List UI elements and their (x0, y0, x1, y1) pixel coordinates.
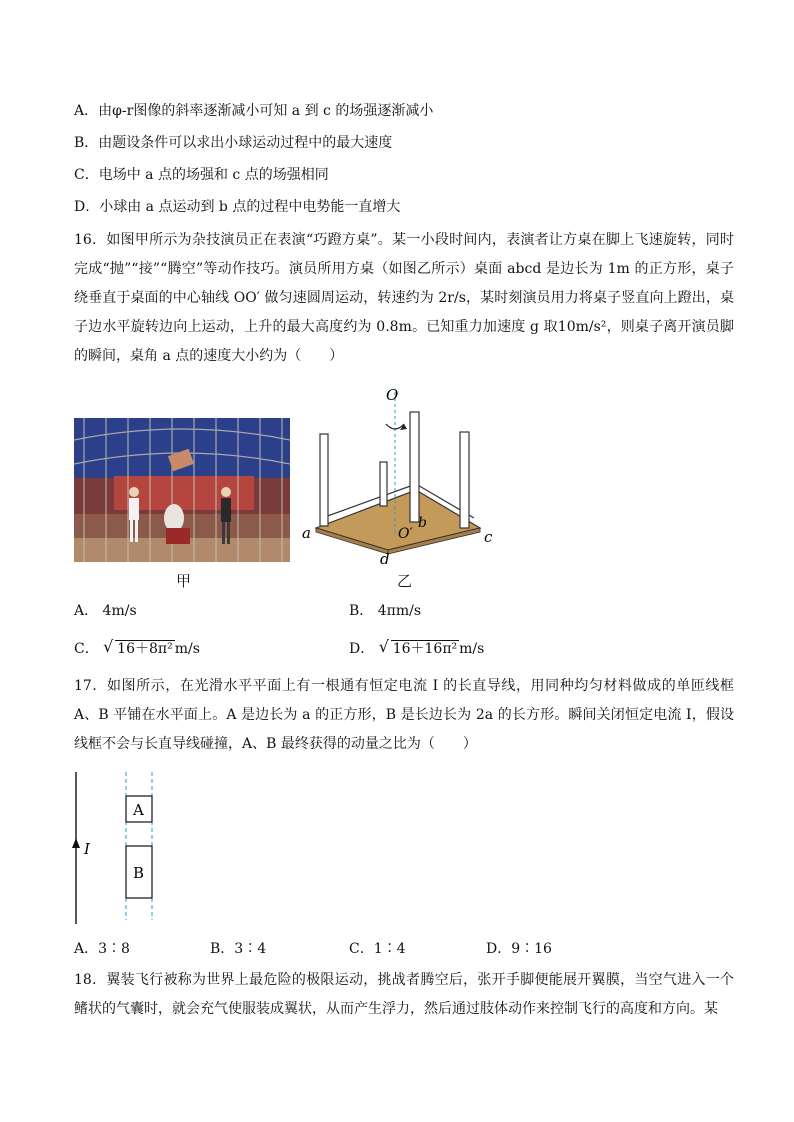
figure-yi-caption: 乙 (397, 572, 413, 590)
q15-option-b: B．由题设条件可以求出小球运动过程中的最大速度 (74, 135, 393, 151)
sqrt-expression: √ 16＋16π² (378, 637, 458, 657)
q17-option-c: C．1∶4 (349, 941, 406, 957)
q16-stem: 16．如图甲所示为杂技演员正在表演“巧蹬方桌”。某一小段时间内，表演者让方桌在脚上飞速旋转，同时完成“抛”“接”“腾空”等动作技巧。演员所用方桌（如图乙所示）桌面 abcd 是边长为 1m 的正方形，桌子绕垂直于桌面的中心轴线 OO′ 做匀速圆周运动，转速约为 2r/s，某时刻演员用力将桌子竖直向上蹬出，桌子边水平旋转边向上运动，上升的最大高度约为 0.8m。已知重力加速度 g 取10m/s²，则桌子离开演员脚的瞬间，桌角 a 点的速度大小约为（ ） (74, 232, 734, 364)
q17-option-a: A．3∶8 (74, 941, 130, 957)
sqrt-expression: √ 16＋8π² (103, 637, 173, 657)
label-o: O (386, 386, 399, 404)
q17-option-b: B．3∶4 (210, 941, 267, 957)
figure-jia-caption: 甲 (176, 572, 192, 590)
q16-option-b: B． 4πm/s (349, 603, 422, 619)
q16-option-c-label: C． (74, 641, 99, 657)
q16-table-diagram-yi (298, 384, 508, 568)
q16-option-d-radicand: 16＋16π² (392, 641, 458, 657)
q16-option-a: A． 4m/s (74, 603, 137, 619)
label-d: d (380, 550, 390, 568)
q17-wire-loops-diagram (70, 768, 180, 928)
label-a: a (302, 524, 311, 542)
q16-option-d-label: D． (349, 641, 375, 657)
label-o-prime: O′ (398, 526, 413, 542)
q15-option-c: C．电场中 a 点的场强和 c 点的场强相同 (74, 167, 329, 183)
q16-option-d-unit: m/s (459, 641, 485, 657)
label-c: c (484, 528, 493, 546)
q16-photo-jia (74, 418, 290, 562)
q18-stem: 18．翼装飞行被称为世界上最危险的极限运动，挑战者腾空后，张开手脚便能展开翼膜，当空气进入一个鳍状的气囊时，就会充气使服装成翼状，从而产生浮力，然后通过肢体动作来控制飞行的高度和方向。某 (74, 972, 734, 1017)
frame-b-label: B (133, 864, 145, 882)
rotating-table-diagram (298, 384, 508, 568)
q16-option-c-radicand: 16＋8π² (117, 641, 173, 657)
q16-option-c (74, 637, 200, 658)
q16-option-d (349, 637, 485, 658)
q16-option-c-unit: m/s (174, 641, 200, 657)
q17-option-d: D．9∶16 (486, 941, 552, 957)
q15-option-d: D．小球由 a 点运动到 b 点的过程中电势能一直增大 (74, 199, 401, 215)
current-label: I (84, 840, 90, 858)
frame-a-label: A (133, 801, 144, 819)
label-b: b (418, 515, 427, 531)
q17-stem: 17．如图所示，在光滑水平平面上有一根通有恒定电流 I 的长直导线，用同种均匀材料做成的单匝线框 A、B 平铺在水平面上。A 是边长为 a 的正方形，B 是长边长为 2a 的长方形。瞬间关闭恒定电流 I，假设线框不会与长直导线碰撞，A、B 最终获得的动量之比为（ ） (74, 678, 734, 752)
wire-and-frames (70, 768, 180, 928)
q15-option-a: A．由φ-r图像的斜率逐渐减小可知 a 到 c 的场强逐渐减小 (74, 103, 434, 119)
circus-photo-illustration (74, 418, 290, 562)
